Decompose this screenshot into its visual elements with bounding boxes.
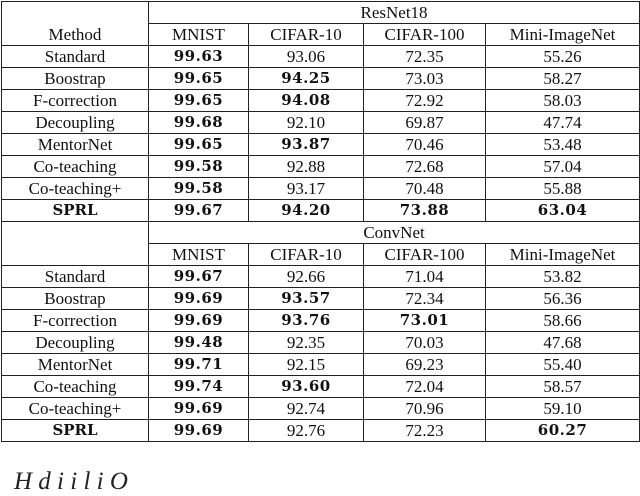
table-row [2,134,640,156]
dataset-column-header: Mini-ImageNet [486,244,640,266]
table-row [2,112,640,134]
result-value-cell: 99.69 [149,420,249,442]
result-value-cell: 72.34 [364,288,486,310]
result-value-cell: 99.67 [149,200,249,222]
result-value-cell: 99.58 [149,156,249,178]
result-value-cell: 58.27 [486,68,640,90]
table-row [2,354,640,376]
backbone-label: ResNet18 [149,2,640,24]
method-name-cell: Standard [2,266,149,288]
result-value-cell: 58.57 [486,376,640,398]
table-row [2,178,640,200]
result-value-cell: 72.92 [364,90,486,112]
result-value-cell: 92.10 [249,112,364,134]
dataset-column-header: CIFAR-10 [249,244,364,266]
result-value-cell: 72.35 [364,46,486,68]
result-value-cell: 99.65 [149,90,249,112]
results-table [1,1,640,442]
method-name-cell: Co-teaching+ [2,178,149,200]
method-name-cell: SPRL [2,200,149,222]
result-value-cell: 92.88 [249,156,364,178]
result-value-cell: 57.04 [486,156,640,178]
table-row [2,46,640,68]
result-value-cell: 92.74 [249,398,364,420]
method-name-cell: Boostrap [2,68,149,90]
method-name-cell: Co-teaching [2,156,149,178]
method-name-cell: Co-teaching [2,376,149,398]
table-row [2,332,640,354]
result-value-cell: 53.48 [486,134,640,156]
result-value-cell: 92.76 [249,420,364,442]
result-value-cell: 93.76 [249,310,364,332]
result-value-cell: 72.68 [364,156,486,178]
result-value-cell: 99.69 [149,288,249,310]
method-name-cell: Boostrap [2,288,149,310]
backbone-label: ConvNet [149,222,640,244]
result-value-cell: 94.08 [249,90,364,112]
result-value-cell: 93.17 [249,178,364,200]
results-table-body [2,2,640,442]
result-value-cell: 73.88 [364,200,486,222]
method-name-cell: Co-teaching+ [2,398,149,420]
method-name-cell: Decoupling [2,112,149,134]
result-value-cell: 99.65 [149,68,249,90]
result-value-cell: 99.65 [149,134,249,156]
result-value-cell: 99.69 [149,310,249,332]
method-name-cell: MentorNet [2,354,149,376]
result-value-cell: 93.06 [249,46,364,68]
result-value-cell: 69.23 [364,354,486,376]
result-value-cell: 99.71 [149,354,249,376]
result-value-cell: 99.67 [149,266,249,288]
result-value-cell: 99.58 [149,178,249,200]
result-value-cell: 70.46 [364,134,486,156]
result-value-cell: 60.27 [486,420,640,442]
result-value-cell: 72.04 [364,376,486,398]
result-value-cell: 70.48 [364,178,486,200]
table-row [2,310,640,332]
method-name-cell: Standard [2,46,149,68]
result-value-cell: 55.88 [486,178,640,200]
result-value-cell: 56.36 [486,288,640,310]
table-row [2,90,640,112]
backbone-header-row [2,222,640,244]
table-row [2,68,640,90]
result-value-cell: 70.96 [364,398,486,420]
method-name-cell: F-correction [2,90,149,112]
result-value-cell: 92.35 [249,332,364,354]
result-value-cell: 73.03 [364,68,486,90]
result-value-cell: 99.74 [149,376,249,398]
dataset-column-header: CIFAR-100 [364,24,486,46]
table-row [2,288,640,310]
table-row [2,398,640,420]
result-value-cell: 55.26 [486,46,640,68]
result-value-cell: 71.04 [364,266,486,288]
method-header-cell [2,222,149,266]
result-value-cell: 63.04 [486,200,640,222]
method-name-cell: MentorNet [2,134,149,156]
method-name-cell: F-correction [2,310,149,332]
backbone-header-row [2,2,640,24]
table-row [2,376,640,398]
result-value-cell: 93.87 [249,134,364,156]
table-row [2,420,640,442]
table-row [2,156,640,178]
table-row [2,266,640,288]
result-value-cell: 58.66 [486,310,640,332]
result-value-cell: 94.25 [249,68,364,90]
dataset-column-header: MNIST [149,24,249,46]
dataset-column-header: Mini-ImageNet [486,24,640,46]
result-value-cell: 55.40 [486,354,640,376]
result-value-cell: 59.10 [486,398,640,420]
following-paragraph-fragment: H d i i l i O [14,468,128,495]
result-value-cell: 93.60 [249,376,364,398]
result-value-cell: 47.74 [486,112,640,134]
result-value-cell: 99.63 [149,46,249,68]
result-value-cell: 70.03 [364,332,486,354]
dataset-column-header: CIFAR-100 [364,244,486,266]
result-value-cell: 69.87 [364,112,486,134]
result-value-cell: 99.69 [149,398,249,420]
result-value-cell: 92.15 [249,354,364,376]
table-row [2,200,640,222]
result-value-cell: 93.57 [249,288,364,310]
result-value-cell: 99.68 [149,112,249,134]
result-value-cell: 47.68 [486,332,640,354]
method-header-cell: Method [2,2,149,46]
dataset-column-header: MNIST [149,244,249,266]
result-value-cell: 53.82 [486,266,640,288]
result-value-cell: 94.20 [249,200,364,222]
method-name-cell: SPRL [2,420,149,442]
dataset-column-header: CIFAR-10 [249,24,364,46]
method-name-cell: Decoupling [2,332,149,354]
result-value-cell: 99.48 [149,332,249,354]
result-value-cell: 73.01 [364,310,486,332]
result-value-cell: 72.23 [364,420,486,442]
result-value-cell: 58.03 [486,90,640,112]
result-value-cell: 92.66 [249,266,364,288]
